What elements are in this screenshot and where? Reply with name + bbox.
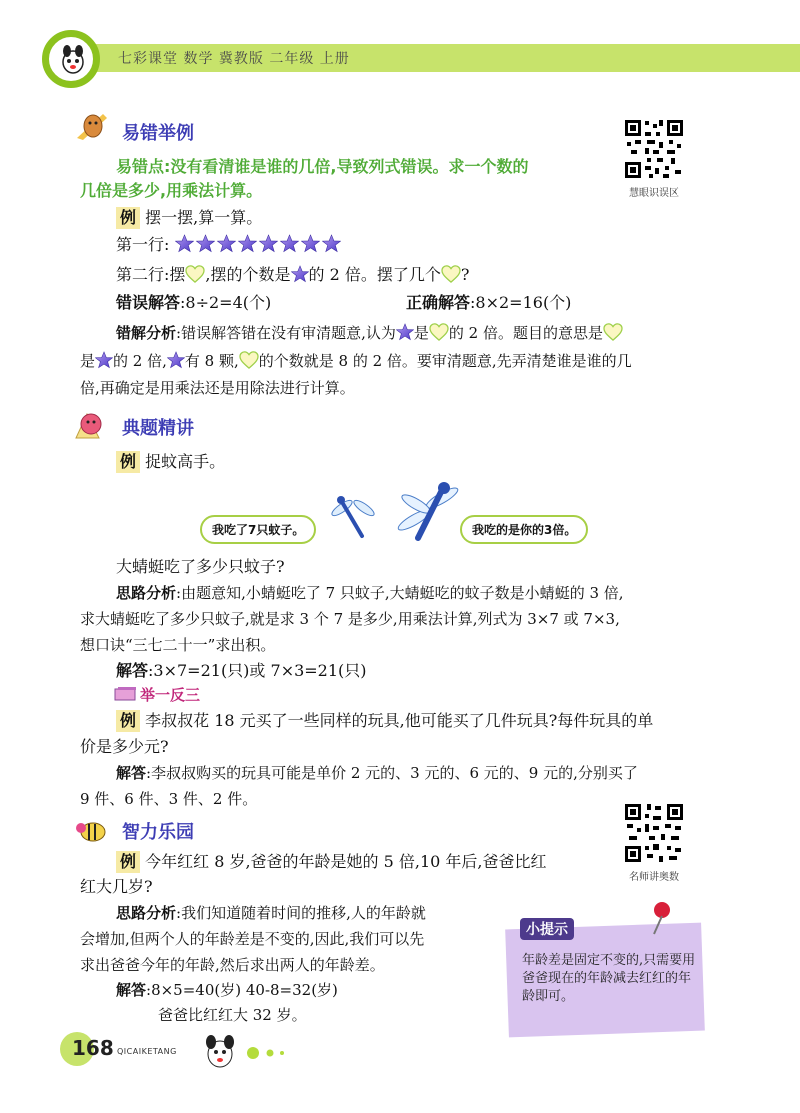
speech-bubble-big-dragonfly: 我吃的是你的3倍。 [460,515,588,544]
analysis-line3: 倍,再确定是用乘法还是用除法进行计算。 [80,379,355,397]
answer-label: 解答 [116,661,149,680]
header-title: 七彩课堂 数学 冀教版 二年级 上册 [118,51,350,67]
speech-bubble-small-dragonfly: 我吃了7只蚊子。 [200,515,316,544]
heart-icon [441,265,461,283]
analysis-text: 是 [413,324,429,342]
ex3-line1 [116,710,653,732]
star-icon [280,234,299,253]
ex2-analysis-line3: 想口诀“三七二十一”求出积。 [80,636,276,654]
wrong-answer-text: :8÷2=4(个) [180,293,272,312]
ex2-analysis-line2: 求大蜻蜓吃了多少只蚊子,就是求 3 个 7 是多少,用乘法计算,列式为 3×7 或 7×3, [80,610,620,628]
example-label: 例 [116,710,140,732]
header-divider [60,70,800,72]
big-dragonfly-icon [396,480,462,546]
ex2-analysis-line1 [116,582,624,604]
analysis-text: :由题意知,小蜻蜓吃了 7 只蚊子,大蜻蜓吃的蚊子数是小蜻蜓的 3 倍, [176,584,624,602]
analysis-label: 思路分析 [116,584,177,602]
right-answer-label: 正确解答 [406,293,471,312]
analysis-line1 [116,322,623,344]
example2-prompt: 捉蚊高手。 [145,452,226,471]
apple-mascot-icon [73,408,109,440]
star-row [175,235,343,254]
right-answer-text: :8×2=16(个) [470,293,572,312]
section-title-examples: 典题精讲 [122,418,194,439]
answer-text: :3×7=21(只)或 7×3=21(只) [148,661,367,680]
wrong-answer [116,292,271,314]
ex4-analysis-line3: 求出爸爸今年的年龄,然后求出两人的年龄差。 [80,956,385,974]
section-title-practice: 举一反三 [140,686,201,704]
answer-text: :8×5=40(岁) 40-8=32(岁) [146,981,338,999]
row2-text-b: ,摆的个数是 [205,265,291,284]
mascot-icon [58,44,88,76]
star-icon [301,234,320,253]
qr-code-icon [623,118,685,180]
right-answer [406,292,571,314]
heart-icon [429,323,449,341]
example1-prompt-row [116,207,262,229]
ex3-answer-line1 [116,762,638,784]
dog-mascot-icon [200,1030,240,1074]
qr-code-2[interactable] [623,802,685,864]
analysis-text: 的个数就是 8 的 2 倍。要审清题意,先弄清楚谁是谁的几 [258,352,632,370]
analysis-text: 的 2 倍。题目的意思是 [448,324,603,342]
analysis-label: 思路分析 [116,904,177,922]
qr-caption-1: 慧眼识误区 [629,188,679,199]
star-icon [217,234,236,253]
row2-text-a: 第二行:摆 [116,265,186,284]
star-icon [238,234,257,253]
row1-line [116,234,343,256]
analysis-text: :错误解答错在没有审清题意,认为 [176,324,396,342]
error-point-line2: 几倍是多少,用乘法计算。 [80,181,263,200]
example-label: 例 [116,451,140,473]
analysis-line2 [80,350,632,372]
row1-label: 第一行: [116,235,170,254]
analysis-text: 有 8 颗, [184,352,239,370]
ex4-line1 [116,851,547,873]
pushpin-icon [648,900,676,936]
ex4-text: 今年红红 8 岁,爸爸的年龄是她的 5 倍,10 年后,爸爸比红 [145,852,547,871]
example1-prompt: 摆一摆,算一算。 [145,208,263,227]
ex2-answer [116,660,367,682]
tip-title: 小提示 [520,918,574,940]
section-title-errors: 易错举例 [122,123,194,144]
ex3-answer-line2: 9 件、6 件、3 件、2 件。 [80,790,258,808]
analysis-text: 的 2 倍, [113,352,167,370]
ex4-line2: 红大几岁? [80,877,153,896]
ex3-text: 李叔叔花 18 元买了一些同样的玩具,他可能买了几件玩具?每件玩具的单 [145,711,654,730]
bee-mascot-icon [73,814,109,846]
row2-text-c: 的 2 倍。摆了几个 [308,265,441,284]
answer-label: 解答 [116,764,147,782]
analysis-text: 是 [80,352,96,370]
example-label: 例 [116,851,140,873]
star-icon [175,234,194,253]
answer-text: :李叔叔购买的玩具可能是单价 2 元的、3 元的、6 元的、9 元的,分别买了 [146,764,638,782]
analysis-label: 错解分析 [116,324,177,342]
example2-question: 大蜻蜓吃了多少只蚊子? [116,557,285,576]
example2-prompt-row [116,451,225,473]
book-icon [114,686,138,702]
egg-mascot-icon [73,110,109,142]
star-icon [167,351,185,369]
small-dragonfly-icon [328,490,378,542]
ex4-conclusion: 爸爸比红红大 32 岁。 [158,1006,307,1024]
star-icon [322,234,341,253]
page-number: 168 [72,1036,114,1060]
qr-code-1[interactable] [623,118,685,180]
row2-text-d: ? [460,265,470,284]
star-icon [396,323,414,341]
decorative-dots [246,1046,290,1060]
answer-label: 解答 [116,981,147,999]
heart-icon [185,265,205,283]
star-icon [196,234,215,253]
heart-icon [239,351,259,369]
error-point-line1: 易错点:没有看清谁是谁的几倍,导致列式错误。求一个数的 [116,157,529,176]
tip-text: 年龄差是固定不变的,只需要用爸爸现在的年龄减去红红的年龄即可。 [522,953,696,1004]
star-icon [95,351,113,369]
ex4-analysis-line1 [116,902,426,924]
heart-icon [603,323,623,341]
brand-text: QICAIKETANG [117,1047,177,1056]
qr-code-icon [623,802,685,864]
star-icon [259,234,278,253]
ex4-answer [116,979,338,1001]
ex4-analysis-line2: 会增加,但两个人的年龄差是不变的,因此,我们可以先 [80,930,425,948]
row2-line [116,264,469,286]
ex3-line2: 价是多少元? [80,737,169,756]
example-label: 例 [116,207,140,229]
section-title-puzzle: 智力乐园 [122,822,194,843]
qr-caption-2: 名师讲奥数 [629,872,679,883]
analysis-text: :我们知道随着时间的推移,人的年龄就 [176,904,426,922]
star-icon [291,265,309,283]
wrong-answer-label: 错误解答 [116,293,181,312]
